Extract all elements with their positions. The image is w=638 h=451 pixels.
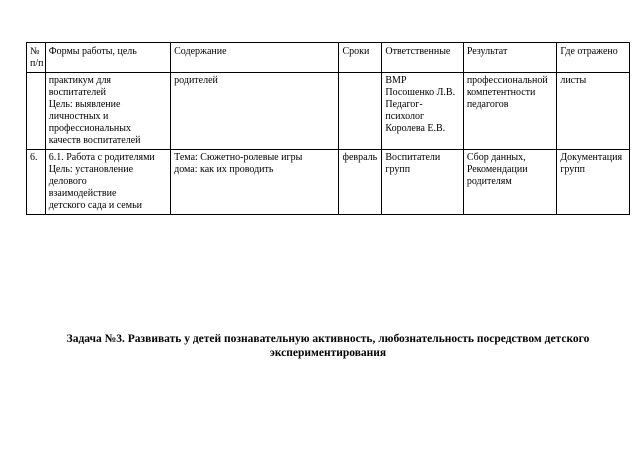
- cell-num: 6.: [27, 150, 46, 215]
- cell-responsible-line: групп: [385, 164, 411, 175]
- cell-content-line: Тема: Сюжетно-ролевые игры: [174, 152, 303, 163]
- cell-content: [171, 150, 339, 215]
- cell-result-line: педагогов: [466, 99, 509, 110]
- cell-result: [463, 150, 557, 215]
- cell-forms: [45, 150, 170, 215]
- cell-num: [27, 73, 46, 150]
- cell-forms-line: воспитателей: [48, 87, 107, 98]
- header-forms: Формы работы, цель: [45, 43, 170, 73]
- task-heading: [26, 332, 630, 360]
- cell-result-line: родителям: [466, 176, 512, 187]
- cell-responsible-line: психолог: [385, 111, 425, 122]
- cell-forms-line: 6.1. Работа с родителями: [48, 152, 155, 163]
- cell-responsible: [382, 150, 463, 215]
- cell-reflected-line: листы: [560, 75, 587, 86]
- cell-terms: февраль: [339, 150, 382, 215]
- header-responsible: Ответственные: [382, 43, 463, 73]
- cell-forms-line: профессиональных: [48, 123, 131, 134]
- task-heading-line1: Задача №3. Развивать у детей познавательную активность, любознательность посредством детского: [66, 333, 590, 345]
- cell-content-line: родителей: [174, 75, 218, 86]
- header-content: Содержание: [171, 43, 339, 73]
- cell-result-line: профессиональной: [466, 75, 548, 86]
- cell-responsible-line: Воспитатели: [385, 152, 441, 163]
- table-header-row: [27, 43, 630, 73]
- header-reflected: Где отражено: [557, 43, 630, 73]
- cell-content: [171, 73, 339, 150]
- cell-result-line: Сбор данных,: [466, 152, 526, 163]
- cell-reflected: [557, 73, 630, 150]
- work-plan-table: [26, 42, 630, 215]
- cell-forms-line: детского сада и семьи: [48, 200, 142, 211]
- header-number-line2: п/п: [30, 58, 44, 69]
- cell-forms-line: Цель: установление: [48, 164, 134, 175]
- cell-reflected-line: Документация: [560, 152, 623, 163]
- cell-forms-line: делового: [48, 176, 87, 187]
- cell-content-line: дома: как их проводить: [174, 164, 274, 175]
- cell-forms-line: качеств воспитателей: [48, 135, 141, 146]
- cell-forms-line: личностных и: [48, 111, 109, 122]
- table-body: [27, 73, 630, 215]
- cell-responsible-line: ВМР: [385, 75, 407, 86]
- task-heading-line2: экспериментирования: [269, 347, 387, 359]
- cell-forms-line: Цель: выявление: [48, 99, 121, 110]
- cell-result-line: компетентности: [466, 87, 536, 98]
- cell-responsible-line: Королева Е.В.: [385, 123, 446, 134]
- cell-terms: [339, 73, 382, 150]
- cell-responsible-line: Педагог-: [385, 99, 423, 110]
- cell-responsible-line: Посошенко Л.В.: [385, 87, 456, 98]
- cell-forms-line: практикум для: [48, 75, 112, 86]
- cell-result-line: Рекомендации: [466, 164, 528, 175]
- cell-result: [463, 73, 557, 150]
- header-number-line1: №: [30, 46, 40, 57]
- cell-forms-line: взаимодействие: [48, 188, 117, 199]
- cell-responsible: [382, 73, 463, 150]
- cell-reflected: [557, 150, 630, 215]
- table-row: [27, 73, 630, 150]
- cell-forms: [45, 73, 170, 150]
- table-row: [27, 150, 630, 215]
- header-result: Результат: [463, 43, 557, 73]
- header-number: [27, 43, 46, 73]
- header-terms: Сроки: [339, 43, 382, 73]
- cell-reflected-line: групп: [560, 164, 586, 175]
